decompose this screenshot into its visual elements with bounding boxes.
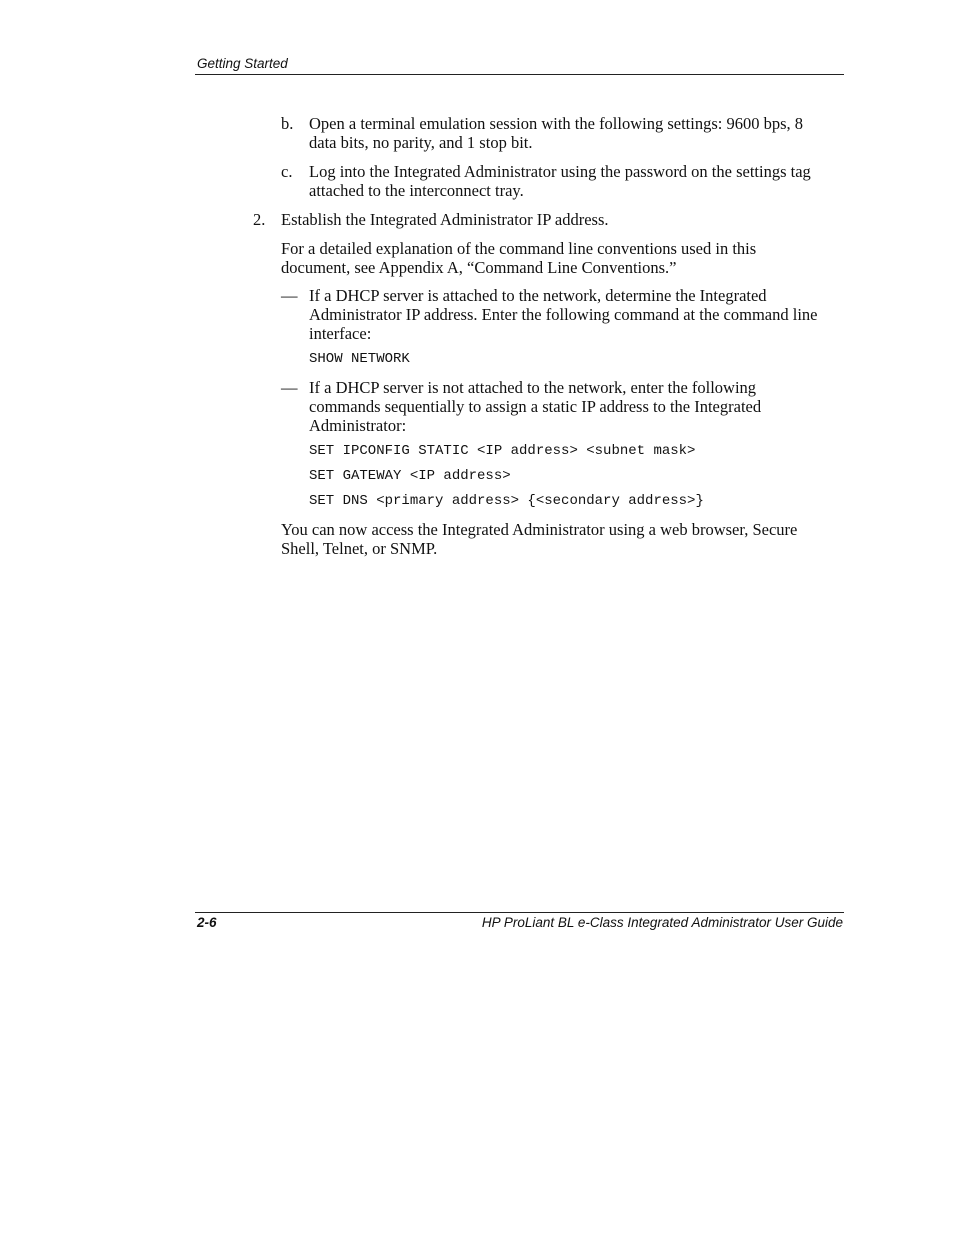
footer-rule bbox=[195, 912, 844, 913]
running-header-title: Getting Started bbox=[197, 56, 288, 71]
dhcp-attached-item bbox=[281, 286, 843, 344]
header-rule bbox=[195, 74, 844, 75]
step-2-marker: 2. bbox=[253, 210, 266, 229]
dhcp-not-attached-text: If a DHCP server is not attached to the network, enter the following commands sequentially to assign a static IP address to the Integrated Administrator: bbox=[309, 378, 762, 436]
closing-paragraph: You can now access the Integrated Administrator using a web browser, Secure Shell, Telnet, or SNMP. bbox=[281, 520, 798, 559]
command-show-network: SHOW NETWORK bbox=[309, 351, 410, 367]
command-set-ipconfig: SET IPCONFIG STATIC <IP address> <subnet mask> bbox=[309, 443, 696, 459]
dhcp-attached-text: If a DHCP server is attached to the network, determine the Integrated Administrator IP address. Enter the following command at the command line interface: bbox=[309, 286, 818, 344]
step-c-marker: c. bbox=[281, 162, 293, 181]
step-b bbox=[281, 114, 841, 152]
step-c bbox=[281, 162, 841, 200]
step-b-text: Open a terminal emulation session with the following settings: 9600 bps, 8 data bits, no parity, and 1 stop bit. bbox=[309, 114, 804, 153]
command-set-gateway: SET GATEWAY <IP address> bbox=[309, 468, 511, 484]
dhcp-not-attached-dash: — bbox=[281, 378, 298, 397]
step-b-marker: b. bbox=[281, 114, 294, 133]
explanation-paragraph: For a detailed explanation of the command line conventions used in this document, see Appendix A, “Command Line Conventions.” bbox=[281, 239, 757, 278]
step-c-text: Log into the Integrated Administrator using the password on the settings tag attached to the interconnect tray. bbox=[309, 162, 811, 201]
footer-guide-title: HP ProLiant BL e-Class Integrated Administrator User Guide bbox=[481, 915, 843, 930]
page-number: 2-6 bbox=[197, 915, 217, 930]
dhcp-not-attached-item bbox=[281, 378, 843, 436]
dhcp-attached-dash: — bbox=[281, 286, 298, 305]
step-2-text: Establish the Integrated Administrator IP address. bbox=[281, 210, 609, 229]
command-set-dns: SET DNS <primary address> {<secondary address>} bbox=[309, 493, 704, 509]
step-2 bbox=[253, 210, 843, 229]
